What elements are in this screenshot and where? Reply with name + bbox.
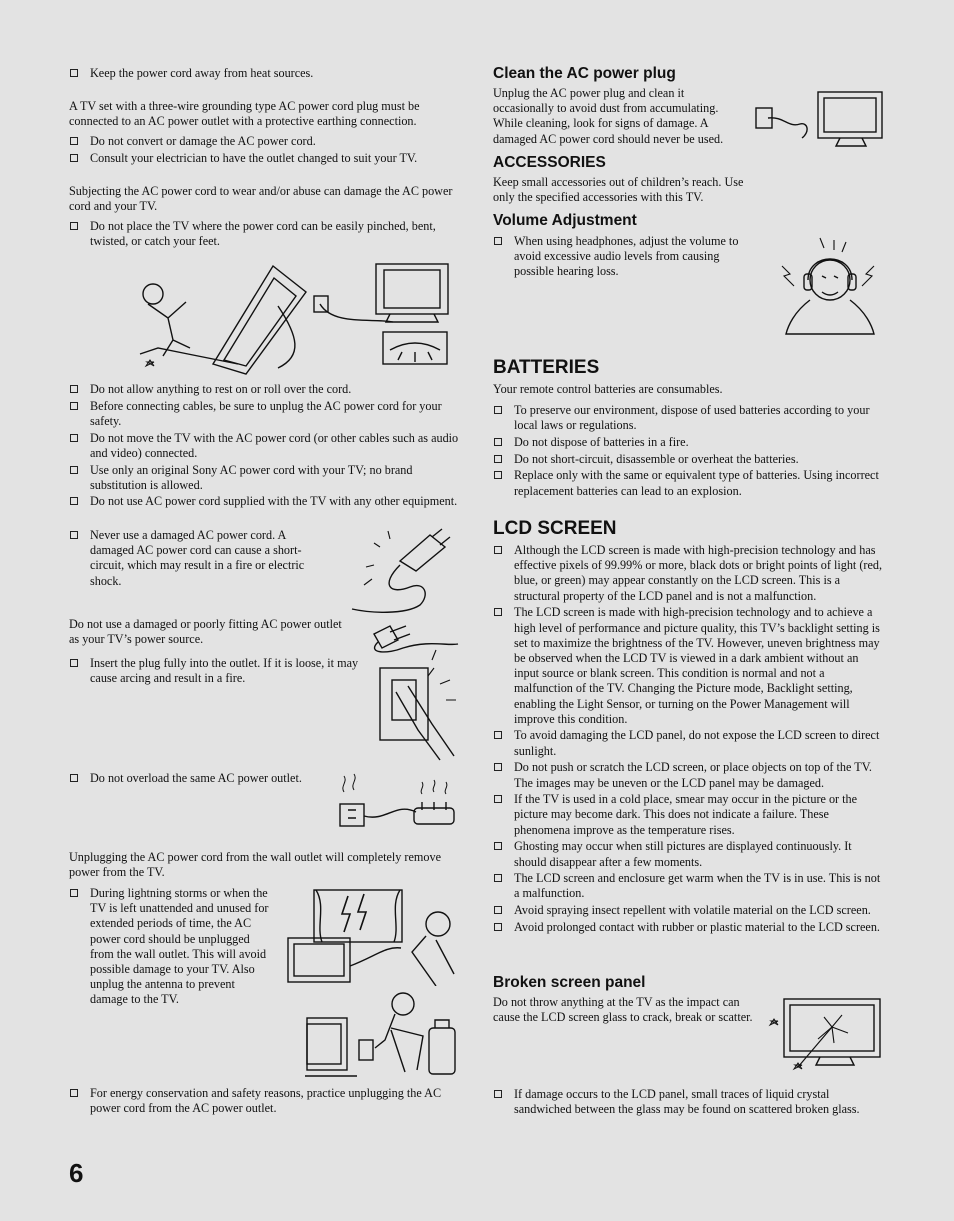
checkbox-bullet-icon <box>494 471 502 479</box>
list-item: If damage occurs to the LCD panel, small traces of liquid crystal sandwiched between the glass may be found on scattered broken glass. <box>493 1087 885 1117</box>
list-item: If the TV is used in a cold place, smear may occur in the picture or the picture may become dark. This does not indicate a failure. These phenomena improve as the temperature rises. <box>493 792 885 838</box>
list-item: The LCD screen and enclosure get warm when the TV is in use. This is not a malfunction. <box>493 871 885 901</box>
list-item: Avoid spraying insect repellent with volatile material on the LCD screen. <box>493 903 885 918</box>
list-item: Consult your electrician to have the outlet changed to suit your TV. <box>69 151 459 166</box>
checkbox-bullet-icon <box>70 385 78 393</box>
broken-screen-list <box>493 1087 885 1119</box>
list-item: Do not convert or damage the AC power cord. <box>69 134 459 149</box>
pinch-list <box>69 219 459 251</box>
list-item: Do not move the TV with the AC power cord (or other cables such as audio and video) connected. <box>69 431 459 461</box>
checkbox-bullet-icon <box>494 923 502 931</box>
list-item: Do not short-circuit, disassemble or overheat the batteries. <box>493 452 885 467</box>
damaged-cord-illustration <box>350 525 460 615</box>
list-item: Do not push or scratch the LCD screen, or place objects on top of the TV. The images may be uneven or the LCD panel may be damaged. <box>493 760 885 790</box>
insert-list <box>69 656 359 688</box>
checkbox-bullet-icon <box>70 497 78 505</box>
list-item: Use only an original Sony AC power cord with your TV; no brand substitution is allowed. <box>69 463 459 493</box>
list-item: For energy conservation and safety reasons, practice unplugging the AC power cord from the AC power outlet. <box>69 1086 459 1116</box>
clean-plug-text: Unplug the AC power plug and clean it occasionally to avoid dust from accumulating. While cleaning, look for signs of damage. A damaged AC power cord should never be used. <box>493 86 724 146</box>
list-item: Before connecting cables, be sure to unplug the AC power cord for your safety. <box>69 399 459 429</box>
list-item: Insert the plug fully into the outlet. If it is loose, it may cause arcing and result in a fire. <box>69 656 359 686</box>
list-item: Although the LCD screen is made with high-precision technology and has effective pixels of 99.99% or more, black dots or bright points of light (red, blue, or green) may appear constantly on the LCD screen. This is a structural property of the LCD panel and is not a malfunction. <box>493 543 885 604</box>
volume-heading: Volume Adjustment <box>493 212 637 229</box>
checkbox-bullet-icon <box>70 659 78 667</box>
batteries-heading: BATTERIES <box>493 357 600 378</box>
list-item: The LCD screen is made with high-precision technology and to achieve a high level of performance and picture quality, this TV’s backlight setting is set to maximize the brightness of the TV. However, uneven brightness may be observed when the LCD TV is viewed in a dark ambient without an input source or blank screen. This condition is normal and not a malfunction of the TV. Changing the Picture mode, Backlight setting, enabling the Light Sensor, or turning on the Power Management will improve this condition. <box>493 605 885 727</box>
checkbox-bullet-icon <box>70 1089 78 1097</box>
checkbox-bullet-icon <box>494 763 502 771</box>
list-item: Do not allow anything to rest on or roll over the cord. <box>69 382 459 397</box>
list-item: Do not use AC power cord supplied with the TV with any other equipment. <box>69 494 459 509</box>
checkbox-bullet-icon <box>494 795 502 803</box>
page-number: 6 <box>69 1158 84 1188</box>
heat-list <box>69 66 459 83</box>
cord-trip-illustration <box>128 256 458 376</box>
clean-plug-heading: Clean the AC power plug <box>493 65 676 82</box>
lcd-screen-heading: LCD SCREEN <box>493 518 617 539</box>
checkbox-bullet-icon <box>70 137 78 145</box>
checkbox-bullet-icon <box>494 842 502 850</box>
lightning-storm-illustration <box>286 886 461 986</box>
list-item: When using headphones, adjust the volume to avoid excessive audio levels from causing possible hearing loss. <box>493 234 759 280</box>
broken-screen-heading: Broken screen panel <box>493 974 646 991</box>
headphones-illustration <box>774 236 884 336</box>
lcd-screen-list <box>493 543 885 937</box>
plug-outlet-illustration <box>368 620 463 765</box>
clean-plug-illustration <box>754 88 886 152</box>
energy-list <box>69 1086 459 1118</box>
broken-screen-illustration <box>768 995 884 1071</box>
grounding-list <box>69 134 459 167</box>
unplug-before-travel-illustration <box>305 990 461 1080</box>
checkbox-bullet-icon <box>70 466 78 474</box>
overload-list <box>69 771 329 788</box>
list-item: Do not overload the same AC power outlet. <box>69 771 329 786</box>
outlet-paragraph: Do not use a damaged or poorly fitting AC power outlet as your TV’s power source. <box>69 617 342 647</box>
list-item: Replace only with the same or equivalent type of batteries. Using incorrect replacement batteries can lead to an explosion. <box>493 468 885 498</box>
wear-paragraph: Subjecting the AC power cord to wear and/or abuse can damage the AC power cord and your TV. <box>69 184 453 214</box>
batteries-list <box>493 403 885 500</box>
list-item: Do not place the TV where the power cord can be easily pinched, bent, twisted, or catch your feet. <box>69 219 459 249</box>
list-item: Avoid prolonged contact with rubber or plastic material to the LCD screen. <box>493 920 885 935</box>
overloaded-outlet-illustration <box>326 772 456 837</box>
volume-list <box>493 234 759 281</box>
list-item: Keep the power cord away from heat sources. <box>69 66 459 81</box>
checkbox-bullet-icon <box>494 237 502 245</box>
list-item: To avoid damaging the LCD panel, do not expose the LCD screen to direct sunlight. <box>493 728 885 758</box>
checkbox-bullet-icon <box>494 906 502 914</box>
lightning-list <box>69 886 269 1009</box>
checkbox-bullet-icon <box>70 154 78 162</box>
checkbox-bullet-icon <box>494 438 502 446</box>
checkbox-bullet-icon <box>70 222 78 230</box>
checkbox-bullet-icon <box>70 889 78 897</box>
checkbox-bullet-icon <box>494 731 502 739</box>
checkbox-bullet-icon <box>494 406 502 414</box>
cord-list <box>69 382 459 511</box>
checkbox-bullet-icon <box>494 1090 502 1098</box>
checkbox-bullet-icon <box>70 69 78 77</box>
accessories-text: Keep small accessories out of children’s reach. Use only the specified accessories with this TV. <box>493 175 744 205</box>
batteries-intro: Your remote control batteries are consumables. <box>493 382 723 396</box>
list-item: During lightning storms or when the TV is left unattended and unused for extended periods of time, the AC power cord should be unplugged from the wall outlet. This will avoid possible damage to your TV. Also unplug the antenna to prevent damage to the TV. <box>69 886 269 1008</box>
broken-screen-text: Do not throw anything at the TV as the impact can cause the LCD screen glass to crack, break or scatter. <box>493 995 753 1025</box>
list-item: To preserve our environment, dispose of used batteries according to your local laws or regulations. <box>493 403 885 433</box>
list-item: Ghosting may occur when still pictures are displayed continuously. It should disappear after a few moments. <box>493 839 885 869</box>
checkbox-bullet-icon <box>70 402 78 410</box>
grounding-paragraph: A TV set with a three-wire grounding type AC power cord plug must be connected to an AC power outlet with a protective earthing connection. <box>69 99 420 129</box>
checkbox-bullet-icon <box>494 455 502 463</box>
checkbox-bullet-icon <box>494 546 502 554</box>
unplug-paragraph: Unplugging the AC power cord from the wall outlet will completely remove power from the TV. <box>69 850 441 880</box>
checkbox-bullet-icon <box>70 774 78 782</box>
accessories-heading: ACCESSORIES <box>493 154 606 171</box>
damaged-cord-list <box>69 528 317 590</box>
checkbox-bullet-icon <box>70 434 78 442</box>
list-item: Do not dispose of batteries in a fire. <box>493 435 885 450</box>
checkbox-bullet-icon <box>494 608 502 616</box>
checkbox-bullet-icon <box>494 874 502 882</box>
list-item: Never use a damaged AC power cord. A damaged AC power cord can cause a short-circuit, which may result in a fire or electric shock. <box>69 528 317 589</box>
checkbox-bullet-icon <box>70 531 78 539</box>
